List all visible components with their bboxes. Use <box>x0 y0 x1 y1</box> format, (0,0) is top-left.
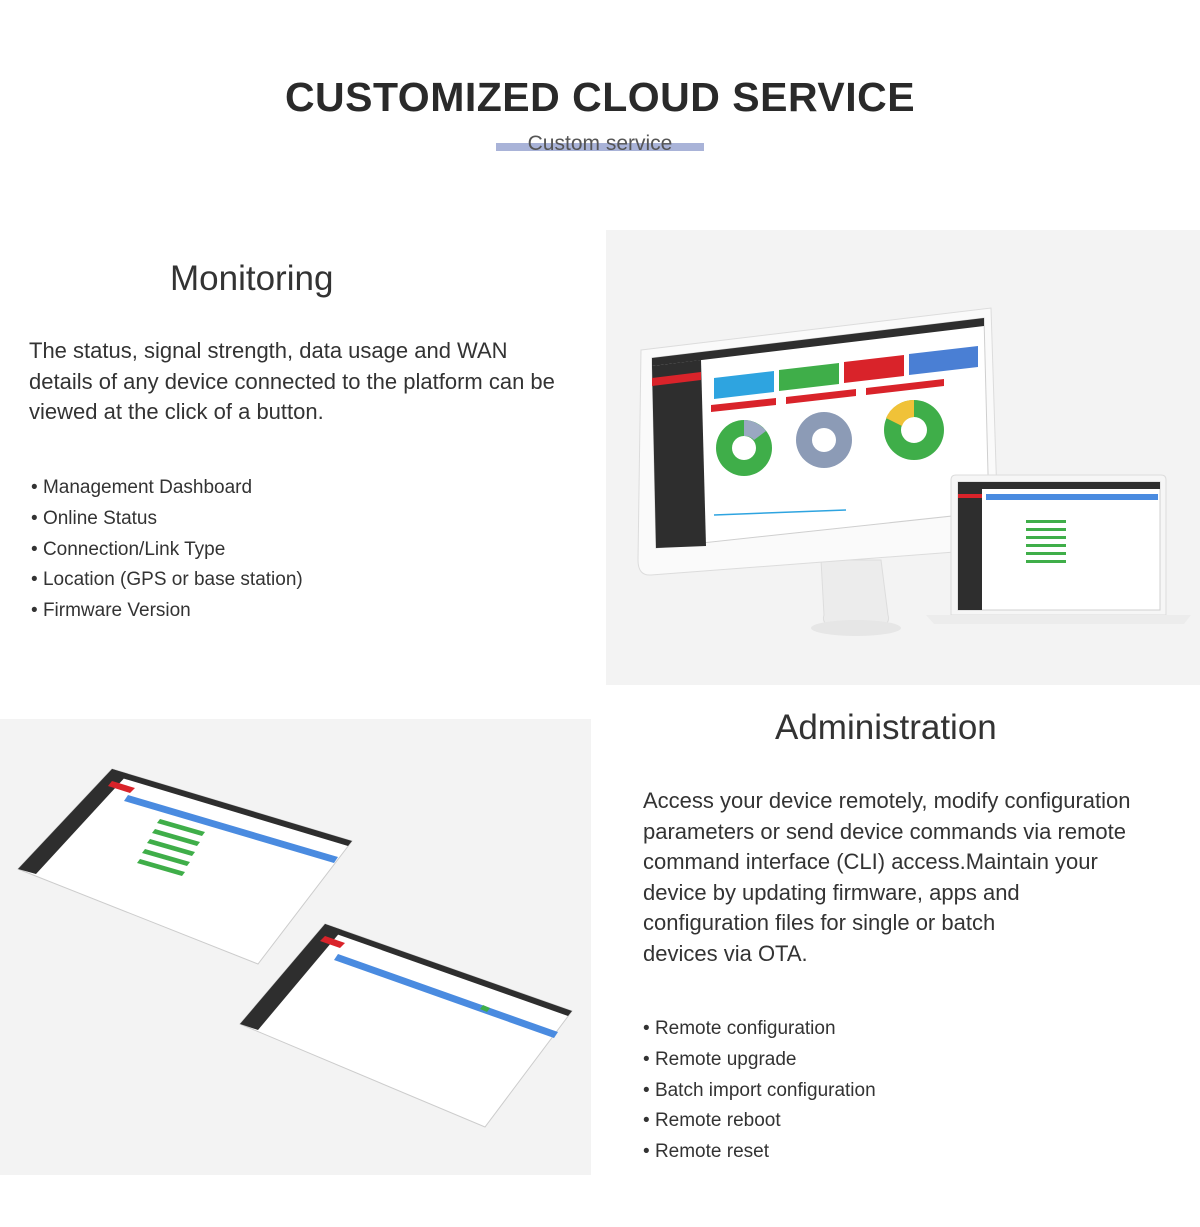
administration-title: Administration <box>775 708 997 747</box>
monitoring-features <box>31 473 303 627</box>
monitoring-device-image <box>606 230 1200 685</box>
description-line: configuration files for single or batch <box>643 910 996 935</box>
administration-features <box>643 1014 876 1168</box>
page-subtitle: Custom service <box>527 132 673 155</box>
list-item: • Remote configuration <box>643 1014 876 1045</box>
monitor-laptop-illustration <box>606 230 1200 685</box>
description-line: Access your device remotely, modify configuration <box>643 788 1131 813</box>
admin-screens-illustration <box>0 719 591 1175</box>
page-title: CUSTOMIZED CLOUD SERVICE <box>284 74 916 120</box>
list-item: • Management Dashboard <box>31 473 303 504</box>
list-item: • Connection/Link Type <box>31 535 303 566</box>
monitoring-title: Monitoring <box>170 259 334 298</box>
monitoring-description: The status, signal strength, data usage and WAN details of any device connected to the platform can be viewed at the click of a button. <box>29 338 555 424</box>
description-line: device by updating firmware, apps and <box>643 879 1020 905</box>
list-item: • Location (GPS or base station) <box>31 565 303 596</box>
list-item: • Online Status <box>31 504 303 535</box>
list-item: • Remote reboot <box>643 1106 876 1137</box>
description-line: command interface (CLI) access.Maintain your <box>643 849 1098 874</box>
list-item: • Batch import configuration <box>643 1076 876 1107</box>
administration-description <box>643 786 1193 969</box>
list-item: • Firmware Version <box>31 596 303 627</box>
list-item: • Remote reset <box>643 1137 876 1168</box>
administration-device-image <box>0 719 591 1175</box>
description-line: parameters or send device commands via remote <box>643 818 1126 844</box>
list-item: • Remote upgrade <box>643 1045 876 1076</box>
description-line: devices via OTA. <box>643 940 808 966</box>
